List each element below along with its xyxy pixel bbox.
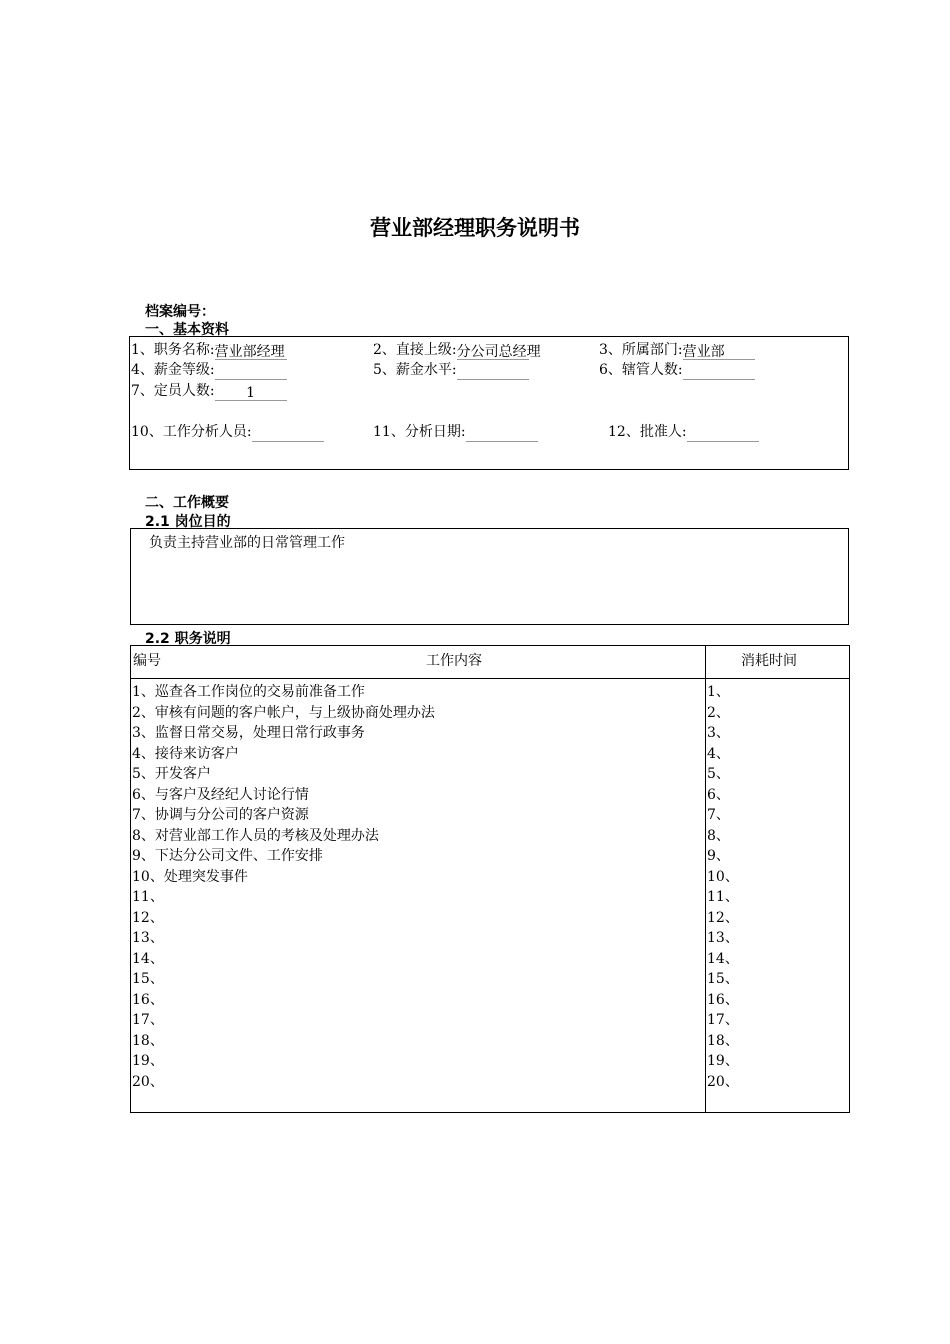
time-item: 7、 [707,807,730,823]
field-approver-label: 12、批准人: [608,424,687,440]
duty-item: 10、处理突发事件 [132,868,248,885]
field-salary-level-blank [457,362,529,380]
duties-table [130,645,850,1113]
field-staff-quota [131,381,287,401]
time-item: 12、 [707,909,739,926]
col-header-time: 消耗时间 [741,653,797,669]
time-item: 13、 [707,930,739,946]
field-salary-grade-label: 4、薪金等级: [131,362,215,378]
section-basic-info-heading: 一、基本资料 [145,322,229,338]
field-approver [608,422,759,442]
field-job-title-value: 营业部经理 [214,344,285,360]
field-analysis-date-label: 11、分析日期: [373,424,466,440]
field-headcount-managed-blank [683,362,755,380]
field-analyst-blank [252,424,324,442]
time-item: 19、 [707,1053,739,1069]
duty-item: 12、 [132,909,164,926]
field-headcount-managed [599,360,755,380]
time-item: 14、 [707,950,739,967]
time-item: 4、 [707,745,730,762]
time-item: 3、 [707,725,730,741]
duty-item: 9、下达分公司文件、工作安排 [132,848,323,864]
duty-item: 4、接待来访客户 [132,745,239,762]
field-staff-quota-label: 7、定员人数: [131,383,215,399]
col-header-content: 工作内容 [426,653,482,669]
field-salary-grade [131,360,287,380]
section-purpose-heading: 2.1 岗位目的 [145,514,231,530]
field-supervisor-label: 2、直接上级: [373,342,457,358]
time-item: 18、 [707,1032,739,1049]
time-item: 8、 [707,827,730,844]
field-analyst [131,422,324,442]
duty-item: 15、 [132,971,164,987]
duty-item: 11、 [132,889,164,905]
duty-item: 14、 [132,950,164,967]
field-headcount-managed-label: 6、辖管人数: [599,362,683,378]
field-salary-grade-blank [215,362,287,380]
field-job-title [131,340,287,360]
field-analysis-date [373,422,538,442]
basic-info-box [129,336,849,470]
time-item: 5、 [707,766,730,782]
field-supervisor-value: 分公司总经理 [456,344,541,360]
field-job-title-label: 1、职务名称: [131,342,215,358]
time-item: 2、 [707,704,730,721]
duty-item: 16、 [132,991,164,1008]
field-salary-level-label: 5、薪金水平: [373,362,457,378]
page-title: 营业部经理职务说明书 [370,216,580,240]
field-approver-blank [687,424,759,442]
field-analysis-date-blank [466,424,538,442]
archive-number-label: 档案编号： [145,304,215,320]
field-department-label: 3、所属部门: [599,342,683,358]
duty-item: 20、 [132,1073,164,1090]
table-column-divider [705,646,706,1112]
field-analyst-label: 10、工作分析人员: [131,424,252,440]
duty-item: 5、开发客户 [132,766,211,782]
time-item: 20、 [707,1073,739,1090]
duty-item: 13、 [132,930,164,946]
time-item: 16、 [707,991,739,1008]
time-item: 17、 [707,1012,739,1028]
field-staff-quota-value: 1 [215,383,287,401]
duty-item: 8、对营业部工作人员的考核及处理办法 [132,827,379,844]
field-department-value: 营业部 [683,342,755,360]
duty-item: 19、 [132,1053,164,1069]
field-department [599,340,755,360]
duty-item: 1、巡查各工作岗位的交易前准备工作 [132,684,365,700]
duty-item: 3、监督日常交易，处理日常行政事务 [132,725,365,741]
purpose-text: 负责主持营业部的日常管理工作 [149,535,345,551]
duty-item: 17、 [132,1012,164,1028]
table-header-divider [131,678,849,679]
time-item: 1、 [707,684,730,700]
duty-item: 2、审核有问题的客户帐户，与上级协商处理办法 [132,704,435,721]
duty-item: 18、 [132,1032,164,1049]
field-supervisor [373,340,541,360]
purpose-box [130,528,849,625]
duty-item: 6、与客户及经纪人讨论行情 [132,786,309,803]
section-work-summary-heading: 二、工作概要 [145,495,229,511]
time-item: 11、 [707,889,739,905]
col-header-number: 编号 [133,653,161,669]
time-item: 9、 [707,848,730,864]
section-duties-heading: 2.2 职务说明 [145,631,231,647]
time-item: 10、 [707,868,739,885]
duty-item: 7、协调与分公司的客户资源 [132,807,309,823]
field-salary-level [373,360,529,380]
time-item: 6、 [707,786,730,803]
time-item: 15、 [707,971,739,987]
